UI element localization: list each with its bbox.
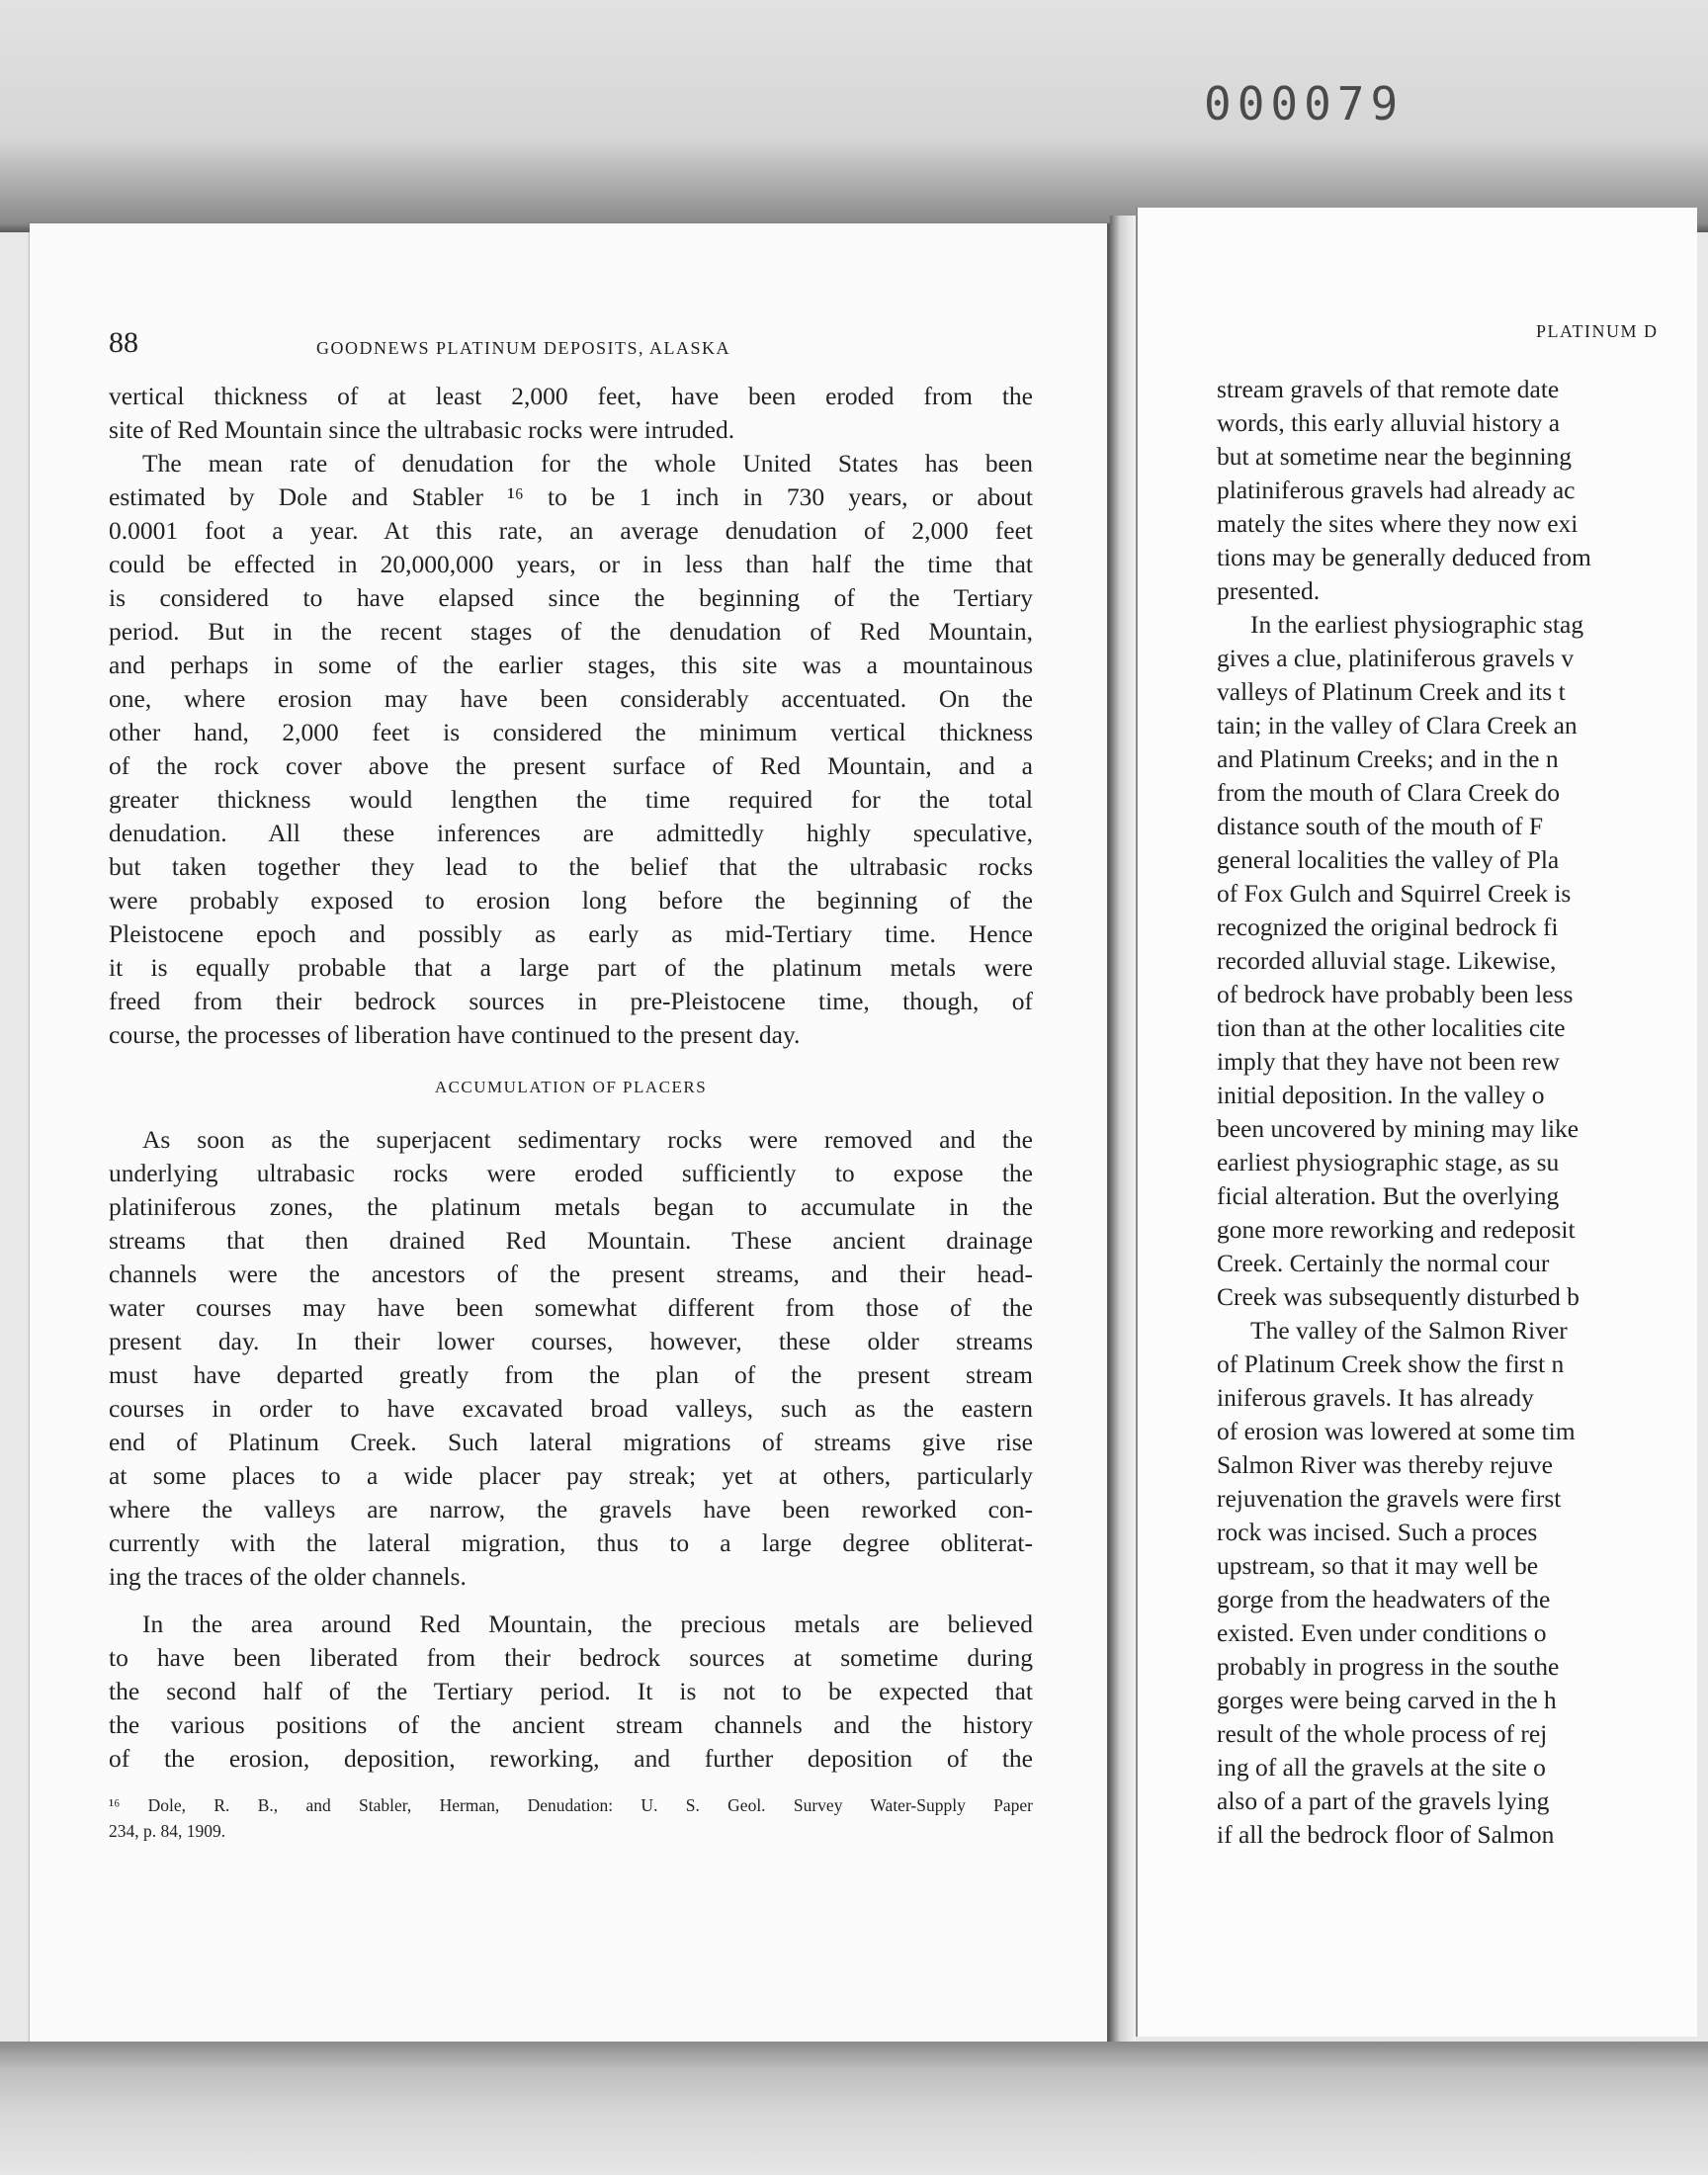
text-line: As soon as the superjacent sedimentary rocks were removed and the	[142, 1125, 1033, 1154]
text-line: imply that they have not been rew	[1217, 1047, 1560, 1076]
text-line: where the valleys are narrow, the gravels have been reworked con-	[109, 1495, 1033, 1523]
text-line: greater thickness would lengthen the time required for the total	[109, 785, 1033, 814]
footnote	[109, 1792, 1033, 1844]
text-line: presented.	[1217, 576, 1321, 605]
text-line: stream gravels of that remote date	[1217, 375, 1560, 403]
text-line: of the rock cover above the present surface of Red Mountain, and a	[109, 751, 1033, 780]
text-line: gives a clue, platiniferous gravels v	[1217, 644, 1575, 672]
text-line: vertical thickness of at least 2,000 feet, have been eroded from the	[109, 382, 1033, 410]
text-line: at some places to a wide placer pay streak; yet at others, particularly	[109, 1461, 1033, 1490]
text-line: underlying ultrabasic rocks were eroded sufficiently to expose the	[109, 1159, 1033, 1187]
text-line: existed. Even under conditions o	[1217, 1618, 1547, 1647]
scan-bottom-shadow	[0, 2042, 1708, 2175]
text-line: of the erosion, deposition, reworking, and further deposition of the	[109, 1744, 1033, 1773]
text-line: water courses may have been somewhat different from those of the	[109, 1293, 1033, 1322]
text-line: words, this early alluvial history a	[1217, 408, 1561, 437]
text-line: but at sometime near the beginning	[1217, 442, 1573, 471]
right-paragraph-1	[1217, 373, 1697, 608]
paragraph-3	[109, 1123, 1033, 1594]
text-line: gone more reworking and redeposit	[1217, 1215, 1576, 1244]
text-line: iniferous gravels. It has already	[1217, 1383, 1534, 1412]
text-line: probably in progress in the southe	[1217, 1652, 1560, 1681]
section-heading: ACCUMULATION OF PLACERS	[434, 1078, 708, 1096]
text-line: rock was incised. Such a proces	[1217, 1518, 1538, 1546]
text-line: Creek. Certainly the normal cour	[1217, 1249, 1550, 1277]
text-line: of erosion was lowered at some tim	[1217, 1417, 1576, 1445]
paragraph-4	[109, 1608, 1033, 1776]
text-line: and Platinum Creeks; and in the n	[1217, 744, 1559, 773]
text-line: of bedrock have probably been less	[1217, 980, 1574, 1008]
paragraph-2	[109, 447, 1033, 1052]
text-line: ing the traces of the older channels.	[109, 1562, 467, 1591]
text-line: denudation. All these inferences are admittedly highly speculative,	[109, 819, 1033, 847]
text-line: the various positions of the ancient stream channels and the history	[109, 1710, 1033, 1739]
text-line: In the earliest physiographic stag	[1250, 610, 1584, 639]
book-gutter	[1110, 216, 1136, 2049]
text-line: gorge from the headwaters of the	[1217, 1585, 1551, 1613]
right-running-title: PLATINUM D	[1536, 321, 1659, 341]
right-paragraph-3	[1217, 1314, 1697, 1852]
text-line: ¹⁶ Dole, R. B., and Stabler, Herman, Denudation: U. S. Geol. Survey Water-Supply Paper	[109, 1795, 1033, 1815]
text-line: must have departed greatly from the plan of the present stream	[109, 1360, 1033, 1389]
scan-top-shadow	[0, 0, 1708, 232]
document-stamp-number: 000079	[1204, 77, 1405, 130]
text-line: other hand, 2,000 feet is considered the minimum vertical thickness	[109, 718, 1033, 746]
text-line: one, where erosion may have been considerably accentuated. On the	[109, 684, 1033, 713]
text-line: could be effected in 20,000,000 years, or in less than half the time that	[109, 550, 1033, 578]
text-line: the second half of the Tertiary period. It is not to be expected that	[109, 1677, 1033, 1705]
text-line: Creek was subsequently disturbed b	[1217, 1282, 1580, 1311]
text-line: but taken together they lead to the belief that the ultrabasic rocks	[109, 852, 1033, 881]
text-line: present day. In their lower courses, however, these older streams	[109, 1327, 1033, 1355]
text-line: gorges were being carved in the h	[1217, 1686, 1557, 1714]
text-line: initial deposition. In the valley o	[1217, 1081, 1545, 1109]
text-line: it is equally probable that a large part of the platinum metals were	[109, 953, 1033, 982]
text-line: The mean rate of denudation for the whole United States has been	[142, 449, 1033, 478]
text-line: recognized the original bedrock fi	[1217, 913, 1559, 941]
text-line: platiniferous zones, the platinum metals began to accumulate in the	[109, 1192, 1033, 1221]
text-line: been uncovered by mining may like	[1217, 1114, 1580, 1143]
text-line: currently with the lateral migration, thus to a large degree obliterat-	[109, 1528, 1033, 1557]
text-line: tion than at the other localities cite	[1217, 1013, 1566, 1042]
left-page	[30, 223, 1110, 2048]
text-line: general localities the valley of Pla	[1217, 845, 1560, 874]
text-line: period. But in the recent stages of the denudation of Red Mountain,	[109, 617, 1033, 646]
text-line: were probably exposed to erosion long before the beginning of the	[109, 886, 1033, 914]
right-paragraph-2	[1217, 608, 1697, 1314]
text-line: 234, p. 84, 1909.	[109, 1821, 226, 1841]
right-body-text	[1217, 373, 1697, 1852]
text-line: valleys of Platinum Creek and its t	[1217, 677, 1566, 706]
paragraph-1	[109, 380, 1033, 447]
text-line: channels were the ancestors of the present streams, and their head-	[109, 1260, 1033, 1288]
text-line: course, the processes of liberation have continued to the present day.	[109, 1020, 801, 1049]
text-line: Pleistocene epoch and possibly as early as mid-Tertiary time. Hence	[109, 919, 1033, 948]
text-line: courses in order to have excavated broad valleys, such as the eastern	[109, 1394, 1033, 1423]
text-line: if all the bedrock floor of Salmon	[1217, 1820, 1555, 1849]
text-line: of Fox Gulch and Squirrel Creek is	[1217, 879, 1572, 908]
text-line: distance south of the mouth of F	[1217, 812, 1544, 840]
text-line: recorded alluvial stage. Likewise,	[1217, 946, 1557, 975]
right-page	[1136, 208, 1697, 2037]
text-line: from the mouth of Clara Creek do	[1217, 778, 1560, 807]
page-number: 88	[109, 326, 138, 359]
text-line: mately the sites where they now exi	[1217, 509, 1579, 538]
text-line: tions may be generally deduced from	[1217, 543, 1591, 571]
text-line: of Platinum Creek show the first n	[1217, 1349, 1565, 1378]
text-line: 0.0001 foot a year. At this rate, an average denudation of 2,000 feet	[109, 516, 1033, 545]
text-line: The valley of the Salmon River	[1250, 1316, 1568, 1345]
text-line: freed from their bedrock sources in pre-Pleistocene time, though, of	[109, 987, 1033, 1015]
text-line: estimated by Dole and Stabler ¹⁶ to be 1 inch in 730 years, or about	[109, 482, 1033, 511]
text-line: end of Platinum Creek. Such lateral migrations of streams give rise	[109, 1428, 1033, 1456]
text-line: upstream, so that it may well be	[1217, 1551, 1539, 1580]
text-line: is considered to have elapsed since the beginning of the Tertiary	[109, 583, 1033, 612]
body-text	[109, 380, 1033, 1776]
text-line: site of Red Mountain since the ultrabasic rocks were intruded.	[109, 415, 735, 444]
text-line: streams that then drained Red Mountain. These ancient drainage	[109, 1226, 1033, 1255]
text-line: ing of all the gravels at the site o	[1217, 1753, 1546, 1782]
page-header	[109, 326, 1033, 372]
text-line: platiniferous gravels had already ac	[1217, 476, 1576, 504]
text-line: to have been liberated from their bedrock sources at sometime during	[109, 1643, 1033, 1672]
text-line: and perhaps in some of the earlier stages, this site was a mountainous	[109, 651, 1033, 679]
text-line: In the area around Red Mountain, the precious metals are believed	[142, 1610, 1033, 1638]
text-line: Salmon River was thereby rejuve	[1217, 1450, 1553, 1479]
text-line: ficial alteration. But the overlying	[1217, 1181, 1560, 1210]
text-line: rejuvenation the gravels were first	[1217, 1484, 1562, 1513]
text-line: earliest physiographic stage, as su	[1217, 1148, 1560, 1176]
running-title: GOODNEWS PLATINUM DEPOSITS, ALASKA	[316, 338, 731, 358]
text-line: result of the whole process of rej	[1217, 1719, 1548, 1748]
text-line: also of a part of the gravels lying	[1217, 1786, 1550, 1815]
text-line: tain; in the valley of Clara Creek an	[1217, 711, 1578, 740]
